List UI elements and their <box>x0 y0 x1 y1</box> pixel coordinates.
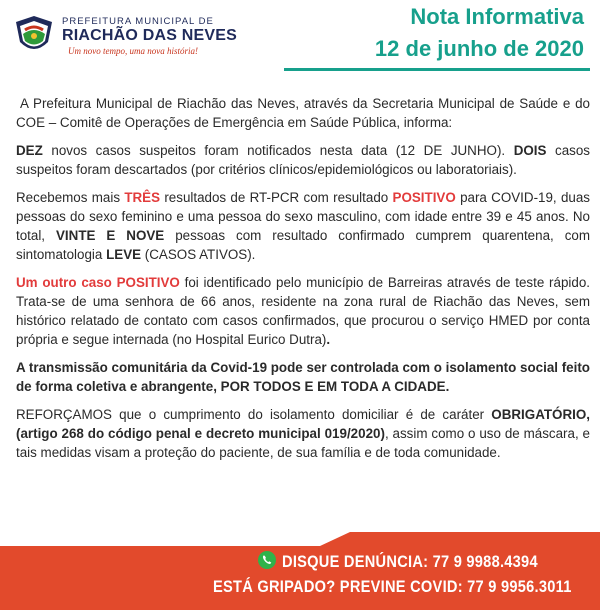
total-twenty-nine: VINTE E NOVE <box>56 228 165 243</box>
text: foi identificado pelo município de Barreiras através de teste rápido. Trata-se de uma senhora de 66 anos, residente na zona rural de Riachão das Neves, sem histórico relatado de contato com casos confirmados, que procurou o serviço HMED por conta própria e segue internada (no Hospital Eurico Dutra) <box>16 275 590 347</box>
title-underline <box>284 68 590 71</box>
municipal-crest-icon <box>12 14 56 58</box>
text: (CASOS ATIVOS). <box>141 247 256 262</box>
page-date: 12 de junho de 2020 <box>374 36 584 61</box>
count-three: TRÊS <box>124 190 161 205</box>
logo-city-name: RIACHÃO DAS NEVES <box>62 27 237 44</box>
report-hotline: DISQUE DENÚNCIA: 77 9 9988.4394 <box>282 552 538 571</box>
covid-hotline: ESTÁ GRIPADO? PREVINE COVID: 77 9 9956.3011 <box>213 577 572 596</box>
paragraph-rtpcr-results <box>16 188 590 264</box>
text: casos suspeitos foram descartados (por critérios clínicos/epidemiológicos ou laboratoriais). <box>16 143 591 177</box>
text: REFORÇAMOS que o cumprimento do isolamento domiciliar é de caráter <box>16 407 492 422</box>
positive-label: POSITIVO <box>392 190 456 205</box>
count-ten: DEZ <box>16 143 43 158</box>
prefeitura-logo <box>12 14 237 58</box>
logo-slogan: Um novo tempo, uma nova história! <box>68 46 198 56</box>
notice-body <box>16 94 590 471</box>
paragraph-other-positive <box>16 273 590 349</box>
paragraph-mandatory-isolation <box>16 405 590 462</box>
whatsapp-phone-icon <box>257 550 277 570</box>
text: resultados de RT-PCR com resultado <box>160 190 393 205</box>
text: pessoas com resultado confirmado cumprem quarentena, com sintomatologia <box>16 228 590 262</box>
logo-subtitle: PREFEITURA MUNICIPAL DE <box>62 16 214 27</box>
text: para COVID-19, duas pessoas do sexo feminino e uma pessoa do sexo masculino, com idade entre 39 e 45 anos. No total, <box>16 190 590 243</box>
mild-label: LEVE <box>106 247 142 262</box>
text: novos casos suspeitos foram notificados nesta data (12 DE JUNHO). <box>42 143 514 158</box>
page-title: Nota Informativa <box>410 4 584 29</box>
text: . <box>326 332 331 347</box>
text: Recebemos mais <box>16 190 125 205</box>
paragraph-community-transmission: A transmissão comunitária da Covid-19 pode ser controlada com o isolamento social feito de forma coletiva e abrangente, POR TODOS E EM TODA A CIDADE. <box>16 360 590 394</box>
intro-paragraph: A Prefeitura Municipal de Riachão das Neves, através da Secretaria Municipal de Saúde e do COE – Comitê de Operações de Emergência em Saúde Pública, informa: <box>16 96 590 130</box>
other-positive-label: Um outro caso POSITIVO <box>16 275 180 290</box>
text: , assim como o uso de máscara, e tais medidas visam a proteção do paciente, de sua família e de toda comunidade. <box>16 426 591 460</box>
legal-reference: (artigo 268 do código penal e decreto municipal 019/2020) <box>16 426 385 441</box>
count-two: DOIS <box>513 143 547 158</box>
paragraph-suspected-cases <box>16 141 590 179</box>
mandatory-label: OBRIGATÓRIO, <box>491 407 590 422</box>
